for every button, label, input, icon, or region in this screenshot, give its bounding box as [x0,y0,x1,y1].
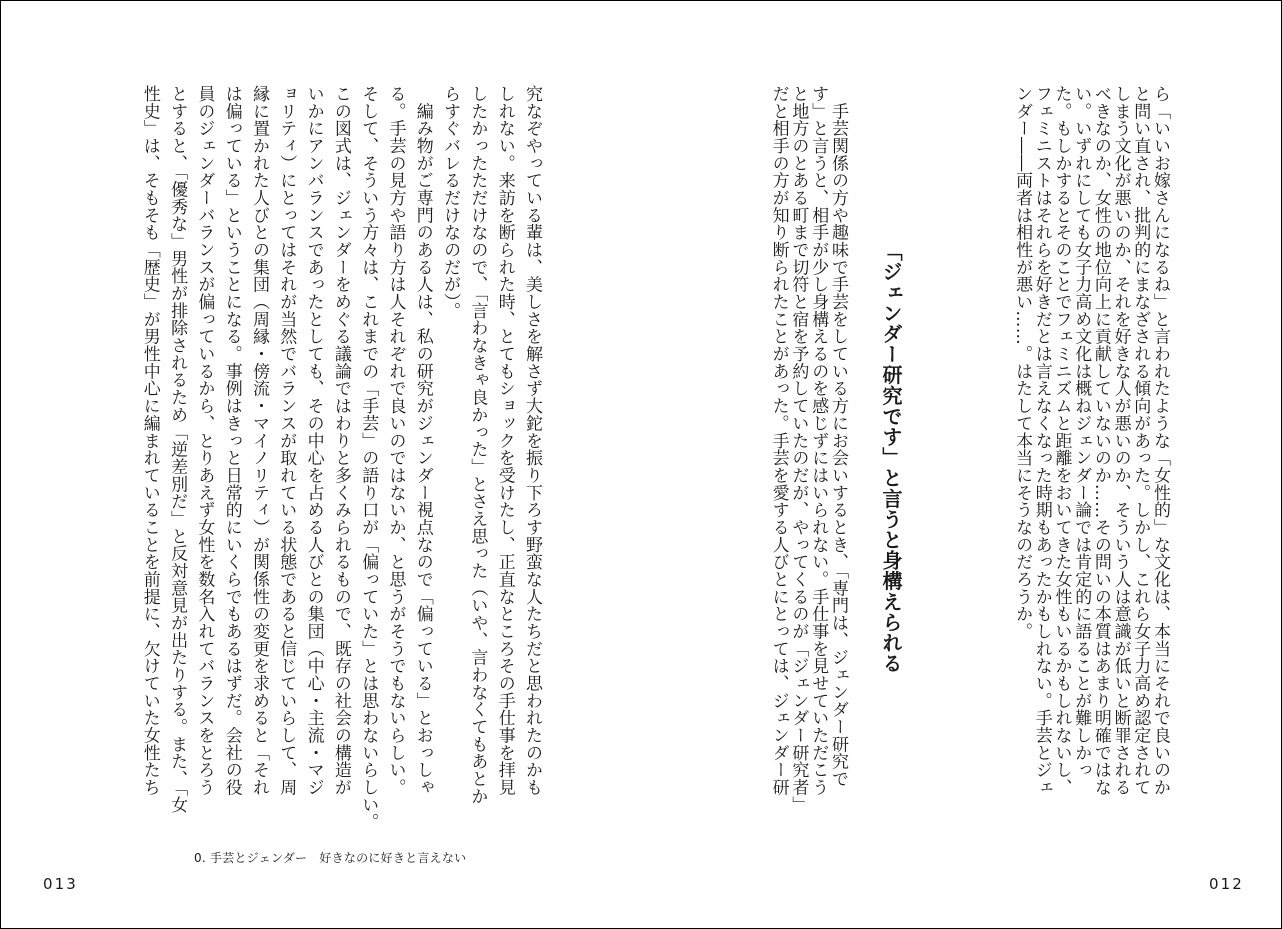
text-column: フェミニストはそれらを好きだとは言えなくなった時期もあったかもしれない。手芸とジェ [1031,85,1052,796]
text-column: 手芸関係の方や趣味で手芸をしている方にお会いするとき、「専門は、ジェンダー研究で [828,85,848,788]
text-column: らすぐバレるだけなのだが）。 [440,85,461,320]
text-column: 性史」は、そもそも「歴史」が男性中心に編まれていることを前提に、欠けていた女性たち [139,85,160,796]
text-column: したかったただけなので、「言わなきゃ良かった」とさえ思った（いや、言わなくてもあとか [467,85,488,805]
page-number-right: 012 [1209,875,1244,893]
text-column: この図式は、ジェンダーをめぐる議論ではわりと多くみられるもので、既存の社会の構造が [330,85,351,796]
text-column: た。もしかするとそのことでフェミニズムと距離をおいてきた女性もいるかもしれないし、 [1051,85,1072,796]
text-column: 員のジェンダーバランスが偏っているから、とりあえず女性を数名入れてバランスをとろう [194,85,215,796]
text-column: だと相手の方が知り断られたことがあった。手芸を愛する人びとにとっては、ジェンダー研 [768,85,789,796]
text-column: 究なぞやっている輩は、美しさを解さず大鉈を振り下ろす野蛮な人たちだと思われたのかも [522,85,542,796]
text-column: しれない。来訪を断られた時、とてもショックを受けたし、正直なところその手仕事を拝見 [494,85,515,796]
text-column: す」と言うと、相手が少し身構えるのを感じずにはいられない。手仕事を見せていただこう [808,85,829,796]
text-column: べきなのか、女性の地位向上に貢献していないのか……その問いの本質はあまり明確ではな [1090,85,1111,796]
text-column: そして、そういう方々は、これまでの「手芸」の語り口が「偏っていた」とは思わないらしい。 [358,85,379,831]
page-number-left: 013 [43,875,78,893]
text-column: ョリティ）にとってはそれが当然でバランスが取れている状態であると信じていらして、周 [276,85,297,796]
text-column: は偏っている」ということになる。事例はきっと日常的にいくらでもあるはずだ。会社の役 [221,85,242,796]
text-column: ンダー――両者は相性が悪い……。はたして本当にそうなのだろうか。 [1012,85,1033,640]
text-column: 編み物がご専門のある人は、私の研究がジェンダー視点なので「偏っている」とおっしゃ [412,85,433,796]
text-column: い。いずれにしても女子力高め文化は概ねジェンダー論では肯定的に語ることが難しかっ [1071,85,1092,779]
section-heading: 「ジェンダー研究です」と言うと身構えられる [879,241,903,674]
text-column: と問い直され、批判的にまなざされる傾向があった。しかし、これら女子力高め認定されて [1130,85,1151,796]
running-head: 0. 手芸とジェンダー 好きなのに好きと言えない [194,851,467,865]
text-column: とすると、「優秀な」男性が排除されるため「逆差別だ」と反対意見が出たりする。また、「女 [167,85,188,814]
text-column: 縁に置かれた人びとの集団（周縁・傍流・マイノリティ）が関係性の変更を求めると「それ [249,85,269,796]
text-column: と地方のとある町まで切符と宿を予約していたのだが、やってくるのが「ジェンダー研究者」 [788,85,809,814]
text-column: しまう文化が悪いのか、それを好きな人が悪いのか、そういう人は意識が低いと断罪される [1110,85,1131,796]
text-column: いかにアンバランスであったとしても、その中心を占める人びとの集団（中心・主流・マジ [303,85,324,796]
gutter [641,1,642,928]
text-column: る。手芸の見方や語り方は人それぞれで良いのではないか、と思うがそうでもないらしい。 [385,85,406,796]
text-column: ら「いいお嫁さんになるね」と言われたような「女性的」な文化は、本当にそれで良いのか [1150,85,1170,796]
